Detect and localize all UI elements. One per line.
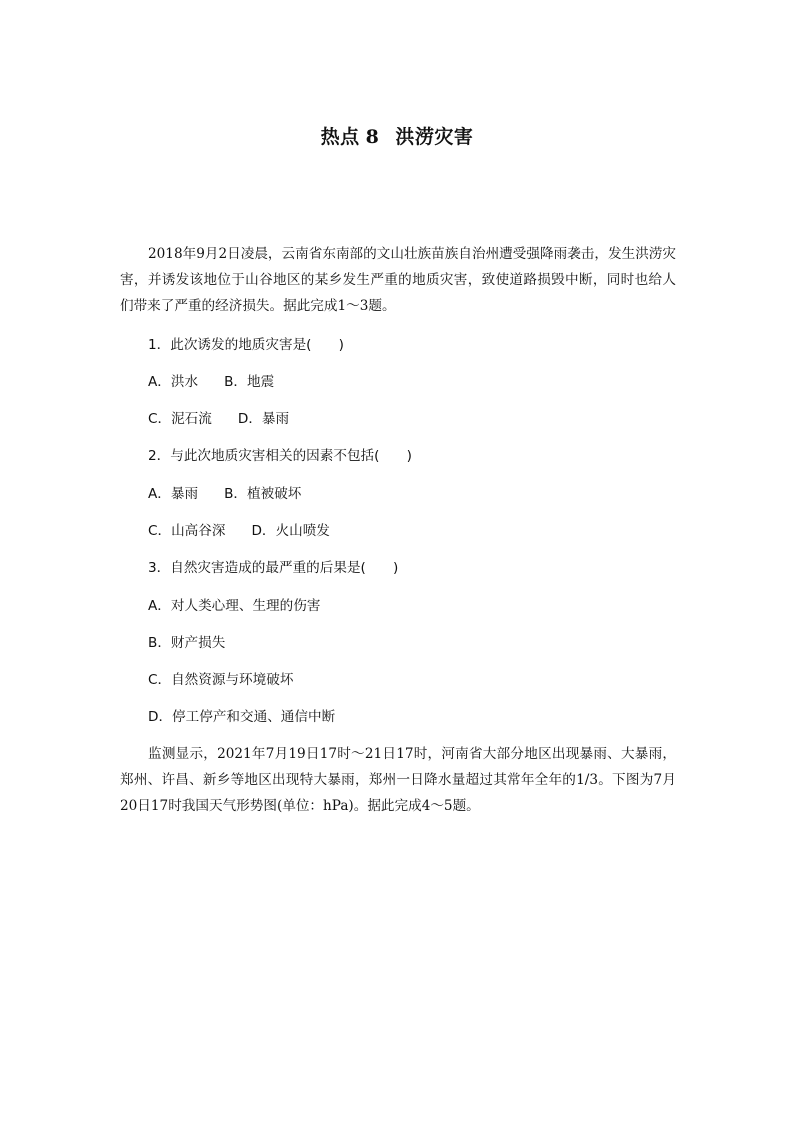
question-3-option-a: A．对人类心理、生理的伤害 <box>148 598 321 614</box>
question-2-options-row-2 <box>148 521 330 541</box>
question-2-options-row-1 <box>148 484 301 504</box>
title-number: 8 <box>365 126 380 148</box>
option-d: D．火山喷发 <box>251 523 330 539</box>
option-b: B．地震 <box>224 374 275 390</box>
question-1-stem: 1．此次诱发的地质灾害是( ) <box>148 337 344 353</box>
question-1-options-row-1 <box>148 372 274 392</box>
title-topic: 洪涝灾害 <box>395 126 474 148</box>
option-c: C．山高谷深 <box>148 523 226 539</box>
question-2-stem: 2．与此次地质灾害相关的因素不包括( ) <box>148 448 412 464</box>
option-a: A．暴雨 <box>148 486 199 502</box>
option-c: C．泥石流 <box>148 411 212 427</box>
passage-2: 监测显示，2021年7月19日17时～21日17时，河南省大部分地区出现暴雨、大暴雨，郑州、许昌、新乡等地区出现特大暴雨，郑州一日降水量超过其常年全年的1/3。下图为7月20日17时我国天气形势图(单位：hPa)。据此完成4～5题。 <box>120 746 676 814</box>
title-main: 热点 <box>320 126 360 148</box>
page-title <box>0 122 794 149</box>
question-1-options-row-2 <box>148 409 289 429</box>
passage-1: 2018年9月2日凌晨，云南省东南部的文山壮族苗族自治州遭受强降雨袭击，发生洪涝灾害，并诱发该地位于山谷地区的某乡发生严重的地质灾害，致使道路损毁中断，同时也给人们带来了严重的经济损失。据此完成1～3题。 <box>120 246 676 314</box>
option-a: A．洪水 <box>148 374 199 390</box>
question-3-option-d: D．停工停产和交通、通信中断 <box>148 709 336 725</box>
option-d: D．暴雨 <box>237 411 290 427</box>
question-3-stem: 3．自然灾害造成的最严重的后果是( ) <box>148 560 399 576</box>
question-3-option-c: C．自然资源与环境破坏 <box>148 672 294 688</box>
question-3-option-b: B．财产损失 <box>148 635 226 651</box>
option-b: B．植被破坏 <box>224 486 302 502</box>
